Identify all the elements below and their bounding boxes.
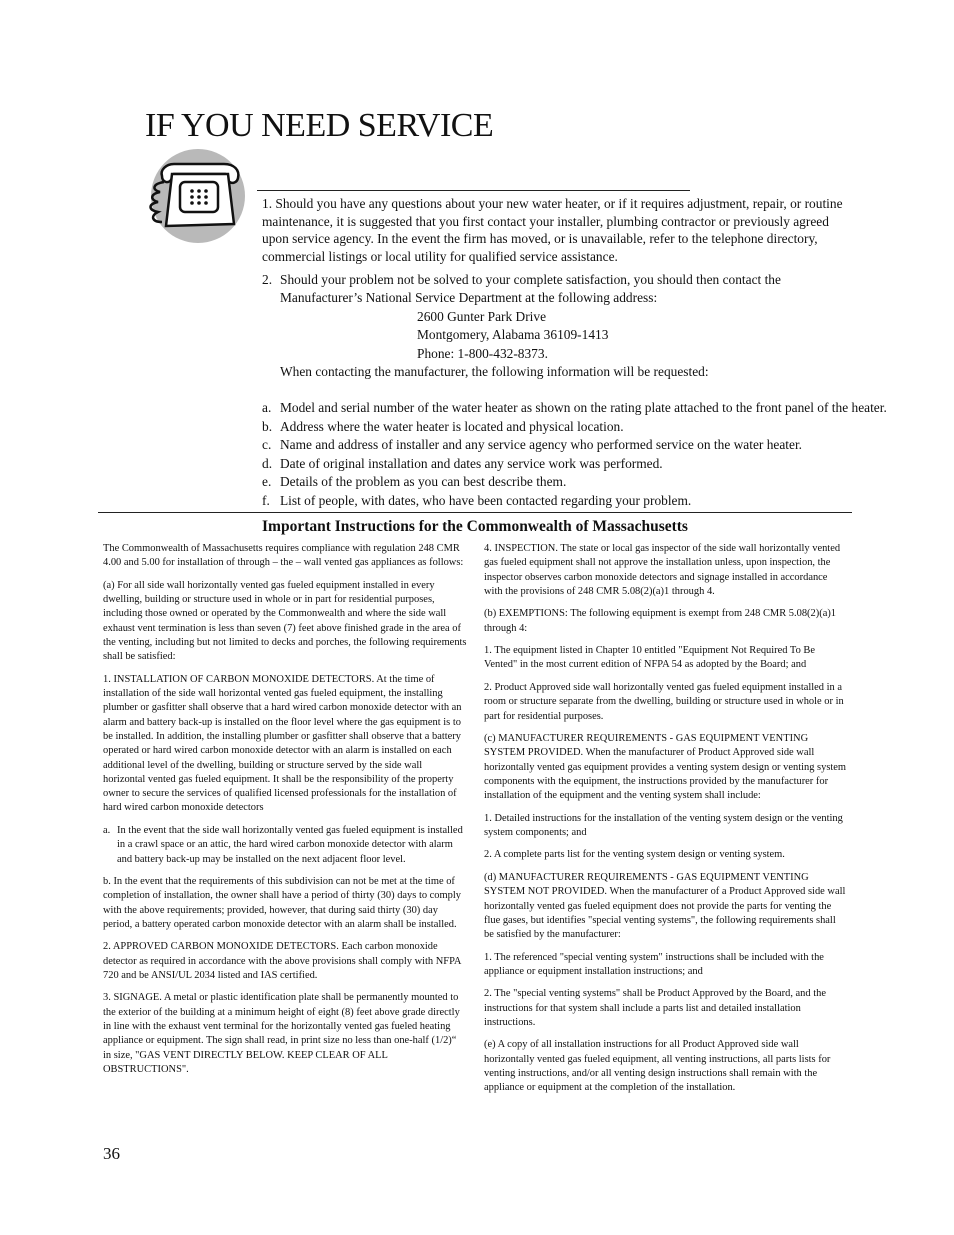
service-item-1: 1. Should you have any questions about your new water heater, or if it requires adjustment, repair, or routine maintenance, it is suggested that you first contact your installer, plumbing contractor or previously agreed upon service agency. In the event the firm has moved, or is unavailable, refer to the telephone directory, commercial listings or local utility for qualified service assistance. [262, 196, 843, 264]
mass-para-c1: 1. Detailed instructions for the installation of the venting system design or the venting system components; and [484, 812, 843, 838]
mass-para-d1: 1. The referenced "special venting system" instructions shall be included with the appliance or equipment installation instructions; and [484, 951, 824, 977]
section-rule [98, 512, 852, 513]
mass-para-a: (a) For all side wall horizontally vented gas fueled equipment installed in every dwelling, building or structure used in whole or in part for residential purposes, including those owned or operated by the Commonwealth and where the side wall exhaust vent termination is less than seven (7) feet above finished grade in the area of the venting, including but not limited to decks and porches, the following requirements shall be satisfied: [103, 579, 467, 663]
mass-para-1b: b. In the event that the requirements of this subdivision can not be met at the time of completion of installation, the owner shall have a period of thirty (30) days to comply with the above requirements; provided, however, that during said thirty (30) day period, a battery operated carbon monoxide detector with an alarm shall be installed. [103, 875, 461, 930]
mass-para-1a-letter: a. [103, 824, 111, 836]
top-rule [257, 190, 690, 191]
list-item [262, 399, 887, 418]
page-title: IF YOU NEED SERVICE [145, 107, 494, 144]
list-letter: a. [262, 400, 272, 415]
list-text: Details of the problem as you can best describe them. [280, 474, 567, 489]
when-contacting-text: When contacting the manufacturer, the following information will be requested: [280, 364, 709, 379]
list-text: Date of original installation and dates any service work was performed. [280, 455, 663, 471]
mass-intro: The Commonwealth of Massachusetts requires compliance with regulation 248 CMR 4.00 and 5.00 for installation of through – the – wall vented gas appliances as follows: [103, 543, 464, 569]
mass-para-1a [103, 824, 467, 867]
mass-para-b1: 1. The equipment listed in Chapter 10 entitled "Equipment Not Required To Be Vented" in the most current edition of NFPA 54 as adopted by the Board; and [484, 645, 815, 671]
list-text: List of people, with dates, who have been contacted regarding your problem. [280, 492, 692, 508]
address-line-1: 2600 Gunter Park Drive [417, 309, 547, 324]
right-column [484, 542, 848, 1096]
massachusetts-heading: Important Instructions for the Commonwealth of Massachusetts [262, 518, 688, 535]
list-letter: e. [262, 474, 272, 489]
list-item [262, 436, 862, 455]
list-text: Name and address of installer and any service agency who performed service on the water heater. [280, 437, 803, 452]
list-text: Address where the water heater is located and physical location. [280, 418, 624, 434]
list-item [262, 473, 862, 492]
mass-para-2: 2. APPROVED CARBON MONOXIDE DETECTORS. Each carbon monoxide detector as required in accordance with the above provisions shall comply with NFPA 720 and be ANSI/UL 2034 listed and IAS certified. [103, 941, 461, 981]
left-column [103, 542, 467, 1077]
list-item [262, 418, 862, 437]
service-item-2 [262, 271, 857, 306]
mass-para-b2: 2. Product Approved side wall horizontally vented gas fueled equipment installed in a room or structure separate from the dwelling, building or structure used in whole or in part for residential purposes. [484, 681, 844, 722]
mass-para-e: (e) A copy of all installation instructions for all Product Approved side wall horizontally vented gas fueled equipment, all venting instructions, all parts lists for venting instructions, and/or all venting design instructions shall remain with the appliance or equipment at the completion of the installation. [484, 1039, 831, 1094]
page-number: 36 [103, 1144, 120, 1163]
list-item [262, 492, 862, 511]
list-letter: b. [262, 418, 273, 434]
phone-number: Phone: 1-800-432-8373. [417, 346, 548, 361]
mass-para-c: (c) MANUFACTURER REQUIREMENTS - GAS EQUIPMENT VENTING SYSTEM PROVIDED. When the manufacturer of Product Approved side wall horizontally vented gas equipment provides a venting system design or venting system components with the equipment, the instructions provided by the manufacturer for installation of the equipment and the venting system shall include: [484, 733, 847, 802]
requested-info-list [262, 399, 887, 510]
service-item-2-text: Should your problem not be solved to your complete satisfaction, you should then contact the Manufacturer’s National Service Department at the following address: [280, 272, 781, 305]
mass-para-1: 1. INSTALLATION OF CARBON MONOXIDE DETECTORS. At the time of installation of the side wall horizontal vented gas fueled equipment, the installing plumber or gasfitter shall observe that a hard wired carbon monoxide detector with an alarm and battery back-up is installed on the floor level where the gas equipment is to be installed. In addition, the installing plumber or gasfitter shall observe that a battery operated or hard wired carbon monoxide detector with an alarm is installed on each additional level of the dwelling, building or structure served by the side wall horizontal vented gas fueled equipment. It shall be the responsibility of the property owner to secure the services of qualified licensed professionals for the installation of hard wired carbon monoxide detectors [103, 673, 462, 814]
mass-para-c2: 2. A complete parts list for the venting system design or venting system. [484, 849, 785, 861]
list-letter: d. [262, 455, 273, 471]
telephone-icon [142, 146, 250, 244]
mass-para-1a-text: In the event that the side wall horizontally vented gas fueled equipment is installed in a crawl space or an attic, the hard wired carbon monoxide detector with alarm and battery back-up may be installed on the next adjacent floor level. [117, 824, 463, 865]
list-text: Model and serial number of the water heater as shown on the rating plate attached to the front panel of the heater. [280, 400, 887, 415]
mass-para-d: (d) MANUFACTURER REQUIREMENTS - GAS EQUIPMENT VENTING SYSTEM NOT PROVIDED. When the manufacturer of a Product Approved side wall horizontally vented gas fueled equipment does not provide the parts for venting the flue gases, but identifies "special venting systems", the following requirements shall be satisfied by the manufacturer: [484, 871, 846, 941]
address-line-2: Montgomery, Alabama 36109-1413 [417, 327, 609, 342]
list-item [262, 455, 862, 474]
list-letter: c. [262, 437, 272, 452]
mass-para-4: 4. INSPECTION. The state or local gas inspector of the side wall horizontally vented gas fueled equipment shall not approve the installation unless, upon inspection, the inspector observes carbon monoxide detectors and signage installed in accordance with the provisions of 248 CMR 5.08(2)(a)1 through 4. [484, 543, 841, 597]
mass-para-3: 3. SIGNAGE. A metal or plastic identification plate shall be permanently mounted to the exterior of the building at a minimum height of eight (8) feet above grade directly in line with the exhaust vent terminal for the horizontally vented gas fueled heating appliance or equipment. The sign shall read, in print size no less than one-half (1/2)“ in size, "GAS VENT DIRECTLY BELOW. KEEP CLEAR OF ALL OBSTRUCTIONS". [103, 992, 460, 1075]
list-letter: f. [262, 492, 270, 508]
mass-para-b: (b) EXEMPTIONS: The following equipment is exempt from 248 CMR 5.08(2)(a)1 through 4: [484, 608, 837, 634]
mass-para-d2: 2. The "special venting systems" shall be Product Approved by the Board, and the instructions for that system shall include a parts list and detailed installation instructions. [484, 988, 826, 1028]
service-item-2-number: 2. [262, 272, 273, 287]
